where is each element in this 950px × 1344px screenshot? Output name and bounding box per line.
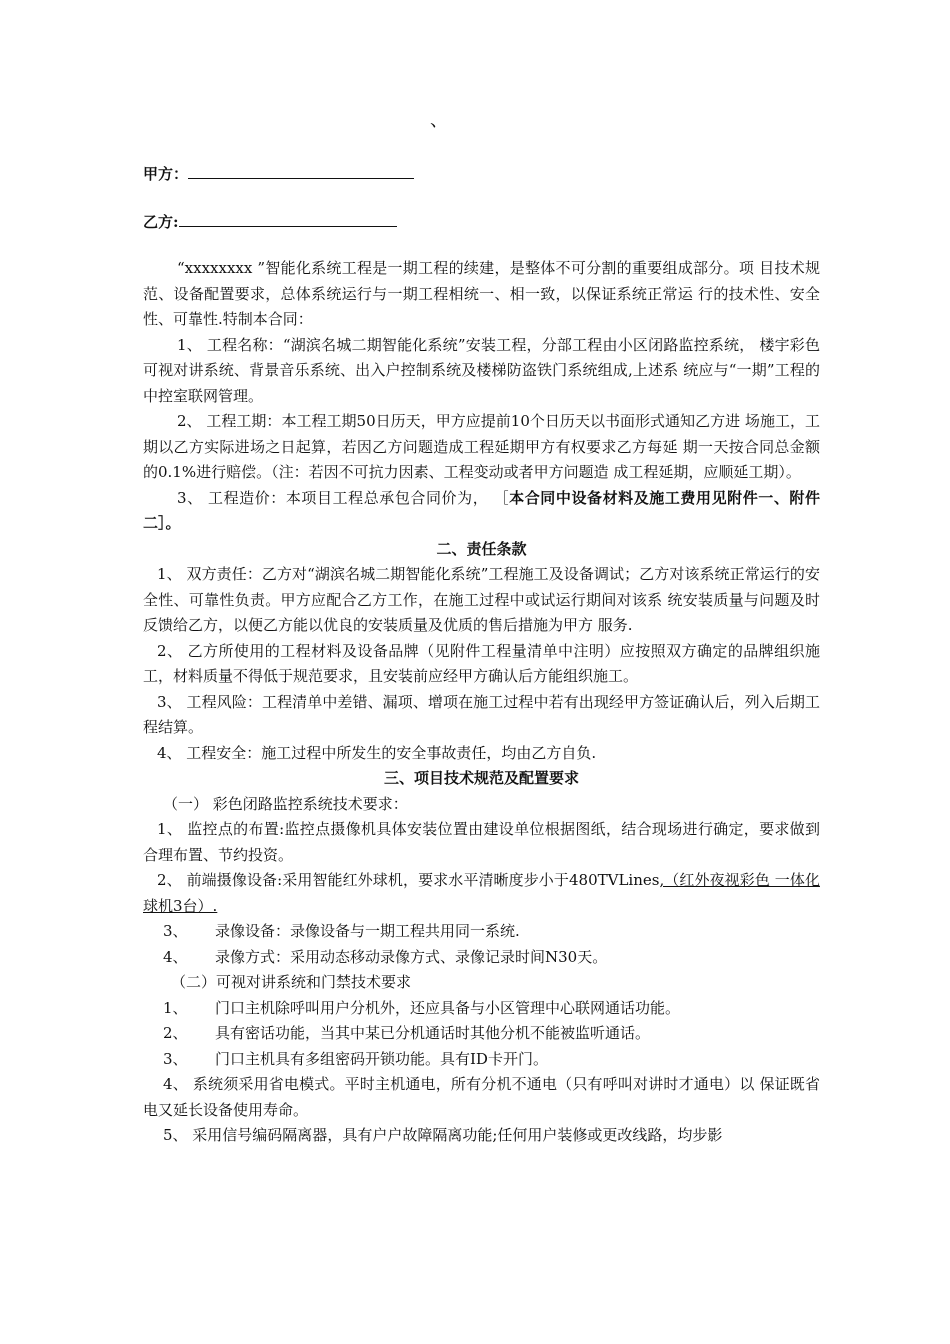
clause-3-1-4-text: 录像方式：采用动态移动录像方式、录像记录时间N30天。	[215, 947, 608, 966]
section-3-title: 三、项目技术规范及配置要求	[383, 769, 579, 787]
party-b-row	[143, 210, 397, 232]
clause-3-1-4	[143, 945, 820, 971]
clause-3-2-3	[143, 1047, 820, 1073]
party-a-blank[interactable]	[188, 162, 414, 179]
clause-3-1-2-text: 2、 前端摄像设备:采用智能红外球机，要求水平清晰度步小于480TVLines	[157, 871, 660, 889]
party-b-blank[interactable]	[179, 210, 397, 227]
clause-3-2-4: 4、 系统须采用省电模式。平时主机通电，所有分机不通电（只有呼叫对讲时才通电）以 保证既省电又延长设备使用寿命。	[143, 1075, 820, 1119]
clause-1-1: 1、 工程名称：“湖滨名城二期智能化系统”安装工程，分部工程由小区闭路监控系统， 楼宇彩色可视对讲系统、背景音乐系统、出入户控制系统及楼梯防盗铁门系统组成,上述系 统应与“一期”工程的中控室联网管理。	[143, 335, 820, 405]
clause-3-2-3-text: 门口主机具有多组密码开锁功能。具有ID卡开门。	[215, 1049, 548, 1068]
clause-2-2: 2、 乙方所使用的工程材料及设备品牌（见附件工程量清单中注明）应按照双方确定的品牌组织施工，材料质量不得低于规范要求，且安装前应经甲方确认后方能组织施工。	[143, 641, 820, 685]
clause-3-1-3	[143, 919, 820, 945]
contract-body	[143, 256, 820, 1149]
clause-3-2-1-text: 门口主机除呼叫用户分机外，还应具备与小区管理中心联网通话功能。	[215, 998, 681, 1017]
clause-3-1-3-number: 3、	[163, 922, 188, 940]
clause-3-2-5: 5、 采用信号编码隔离器，具有户户故障隔离功能;任何用户装修或更改线路，均步影	[163, 1126, 723, 1144]
clause-3-1-1: 1、 监控点的布置:监控点摄像机具体安装位置由建设单位根据图纸，结合现场进行确定，要求做到合理布置、节约投资。	[143, 820, 820, 864]
header-mark: 、	[430, 110, 448, 131]
clause-2-4: 4、 工程安全：施工过程中所发生的安全事故责任，均由乙方自负.	[157, 743, 597, 762]
party-a-label: 甲方：	[143, 165, 189, 183]
clause-3-2-2-text: 具有密话功能，当其中某已分机通话时其他分机不能被监听通话。	[215, 1024, 651, 1042]
intro-paragraph: “xxxxxxxx ”智能化系统工程是一期工程的续建，是整体不可分割的重要组成部分。项 目技术规范、设备配置要求，总体系统运行与一期工程相统一、相一致，以保证系统正常运 行的技术性、安全性、可靠性.特制本合同：	[143, 259, 820, 328]
clause-3-2-1	[143, 996, 820, 1022]
clause-2-1: 1、 双方责任：乙方对“湖滨名城二期智能化系统”工程施工及设备调试；乙方对该系统正常运行的安全性、可靠性负责。甲方应配合乙方工作，在施工过程中或试运行期间对该系 统安装质量与问题及时反馈给乙方，以便乙方能以优良的安装质量及优质的售后措施为甲方 服务.	[143, 565, 820, 634]
clause-3-1-3-text: 录像设备：录像设备与一期工程共用同一系统.	[215, 922, 520, 940]
clause-1-3	[143, 486, 820, 537]
subsection-1-title: （一） 彩色闭路监控系统技术要求：	[163, 794, 408, 813]
clause-1-3-bold: 本合同中设备材料及施工费用见附件一、附件二］。	[143, 488, 820, 532]
subsection-2-title: （二）可视对讲系统和门禁技术要求	[171, 973, 412, 991]
clause-1-2: 2、 工程工期：本工程工期50日历天，甲方应提前10个日历天以书面形式通知乙方进 场施工，工期以乙方实际进场之日起算，若因乙方问题造成工程延期甲方有权要求乙方每延 期一天按合同总金额的0.1%进行赔偿。（注：若因不可抗力因素、工程变动或者甲方问题造 成工程延期，应顺延工期）。	[143, 412, 820, 481]
clause-3-2-1-number: 1、	[163, 998, 188, 1017]
clause-3-1-2-underlined: ,（红外夜视彩色 一体化球机3台）.	[143, 871, 820, 915]
clause-2-3: 3、 工程风险：工程清单中差错、漏项、增项在施工过程中若有出现经甲方签证确认后，列入后期工程结算。	[143, 692, 820, 736]
clause-1-3-text: 3、 工程造价：本项目工程总承包合同价为， ［	[177, 488, 510, 507]
clause-3-1-4-number: 4、	[163, 947, 188, 966]
clause-3-2-2-number: 2、	[163, 1024, 188, 1042]
section-2-title: 二、责任条款	[436, 539, 527, 558]
party-a-row	[143, 162, 414, 184]
clause-3-1-2	[143, 868, 820, 919]
clause-3-2-3-number: 3、	[163, 1049, 188, 1068]
party-b-label: 乙方:	[143, 213, 179, 231]
clause-3-2-2	[143, 1021, 820, 1047]
